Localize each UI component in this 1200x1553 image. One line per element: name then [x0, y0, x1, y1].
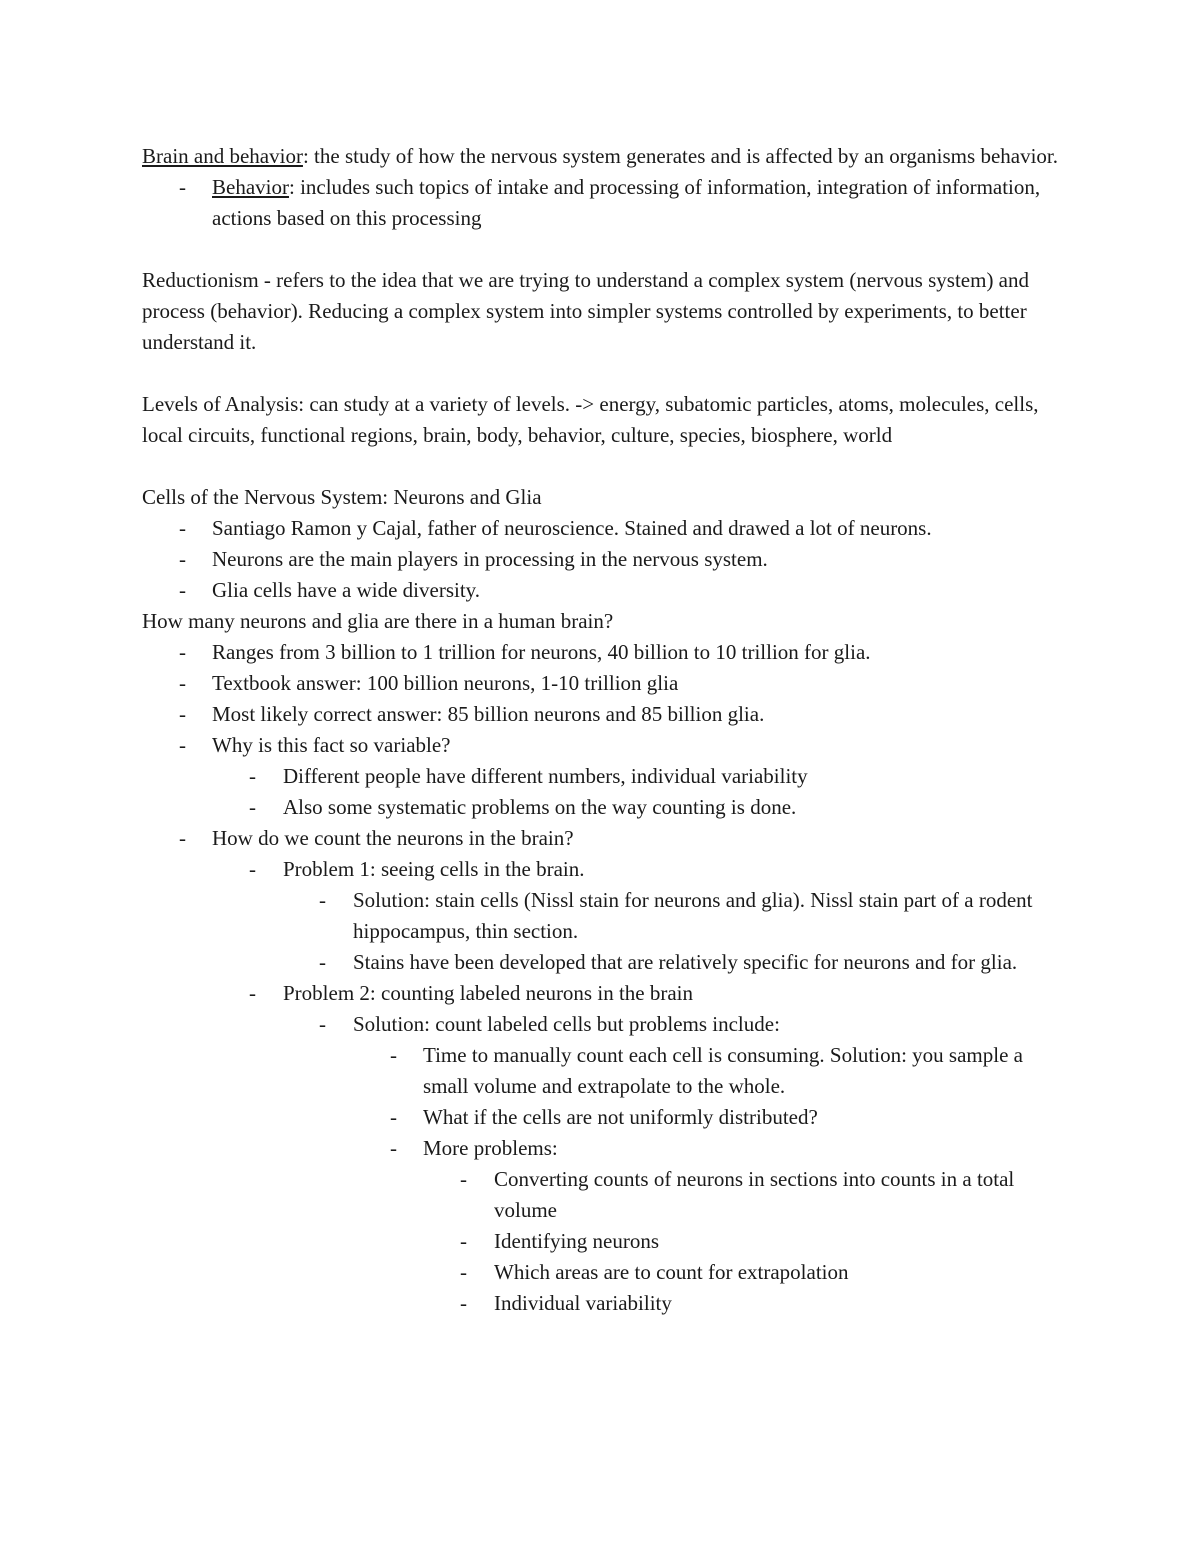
bullet-dash: - — [249, 764, 256, 788]
brain-behavior-definition: : the study of how the nervous system generates and is affected by an organisms behavior. — [302, 144, 1058, 168]
bullet-dash: - — [179, 733, 186, 757]
list-item-text: Which areas are to count for extrapolation — [494, 1260, 849, 1284]
bullet-dash: - — [390, 1136, 397, 1160]
bullet-dash: - — [179, 175, 186, 199]
list-item — [142, 699, 1062, 730]
cells-heading: Cells of the Nervous System: Neurons and Glia — [142, 485, 542, 509]
bullet-dash: - — [179, 702, 186, 726]
bullet-dash: - — [249, 857, 256, 881]
list-item — [142, 1257, 1062, 1288]
list-item — [142, 1009, 1062, 1040]
bullet-dash: - — [249, 795, 256, 819]
list-item-text: Time to manually count each cell is consuming. Solution: you sample a small volume and extrapolate to the whole. — [423, 1043, 1023, 1098]
bullet-dash: - — [179, 516, 186, 540]
spacer — [142, 451, 1062, 482]
bullet-dash: - — [390, 1105, 397, 1129]
list-item — [142, 947, 1062, 978]
list-item — [142, 1226, 1062, 1257]
brain-behavior-paragraph — [142, 141, 1062, 172]
list-item — [142, 637, 1062, 668]
list-item-text: Converting counts of neurons in sections into counts in a total volume — [494, 1167, 1015, 1222]
levels-paragraph: Levels of Analysis: can study at a variety of levels. -> energy, subatomic particles, atoms, molecules, cells, local circuits, functional regions, brain, body, behavior, culture, species, biosphere, world — [142, 392, 1039, 447]
bullet-dash: - — [319, 888, 326, 912]
list-item — [142, 668, 1062, 699]
reductionism-paragraph: Reductionism - refers to the idea that we are trying to understand a complex system (nervous system) and process (behavior). Reducing a complex system into simpler systems controlled by experiments, to better understand it. — [142, 268, 1030, 354]
bullet-dash: - — [460, 1229, 467, 1253]
bullet-dash: - — [179, 826, 186, 850]
list-item — [142, 885, 1062, 947]
list-item — [142, 1164, 1062, 1226]
list-item-text: Why is this fact so variable? — [212, 733, 451, 757]
document-body — [142, 141, 1062, 1319]
list-item-text: Individual variability — [494, 1291, 672, 1315]
list-item — [142, 575, 1062, 606]
list-item-text: Textbook answer: 100 billion neurons, 1-10 trillion glia — [212, 671, 679, 695]
list-item-text: What if the cells are not uniformly distributed? — [423, 1105, 818, 1129]
list-item — [142, 730, 1062, 761]
behavior-bullet — [142, 172, 1062, 234]
list-item — [142, 1288, 1062, 1319]
list-item — [142, 792, 1062, 823]
list-item — [142, 854, 1062, 885]
counts-question: How many neurons and glia are there in a human brain? — [142, 609, 614, 633]
list-item-text: Solution: stain cells (Nissl stain for neurons and glia). Nissl stain part of a rodent hippocampus, thin section. — [353, 888, 1033, 943]
behavior-term: Behavior — [212, 175, 289, 199]
list-item-text: How do we count the neurons in the brain? — [212, 826, 574, 850]
list-item-text: Identifying neurons — [494, 1229, 660, 1253]
bullet-dash: - — [390, 1043, 397, 1067]
list-item-text: Stains have been developed that are relatively specific for neurons and for glia. — [353, 950, 1018, 974]
bullet-dash: - — [319, 950, 326, 974]
list-item-text: Solution: count labeled cells but problems include: — [353, 1012, 780, 1036]
list-item-text: Santiago Ramon y Cajal, father of neuroscience. Stained and drawed a lot of neurons. — [212, 516, 932, 540]
list-item-text: Problem 2: counting labeled neurons in the brain — [283, 981, 693, 1005]
list-item-text: More problems: — [423, 1136, 558, 1160]
list-item — [142, 978, 1062, 1009]
bullet-dash: - — [179, 671, 186, 695]
list-item — [142, 823, 1062, 854]
bullet-dash: - — [460, 1167, 467, 1191]
list-item — [142, 513, 1062, 544]
bullet-dash: - — [179, 547, 186, 571]
bullet-dash: - — [179, 578, 186, 602]
bullet-dash: - — [460, 1260, 467, 1284]
list-item — [142, 1133, 1062, 1164]
bullet-dash: - — [179, 640, 186, 664]
list-item-text: Most likely correct answer: 85 billion neurons and 85 billion glia. — [212, 702, 765, 726]
list-item — [142, 1102, 1062, 1133]
list-item — [142, 1040, 1062, 1102]
list-item-text: Different people have different numbers, individual variability — [283, 764, 808, 788]
bullet-dash: - — [460, 1291, 467, 1315]
list-item — [142, 544, 1062, 575]
list-item-text: Problem 1: seeing cells in the brain. — [283, 857, 585, 881]
list-item-text: Ranges from 3 billion to 1 trillion for neurons, 40 billion to 10 trillion for glia. — [212, 640, 871, 664]
brain-behavior-term: Brain and behavior — [142, 144, 303, 168]
bullet-dash: - — [319, 1012, 326, 1036]
bullet-dash: - — [249, 981, 256, 1005]
behavior-definition: : includes such topics of intake and processing of information, integration of information, actions based on this processing — [212, 175, 1041, 230]
list-item-text: Neurons are the main players in processing in the nervous system. — [212, 547, 768, 571]
spacer — [142, 234, 1062, 265]
spacer — [142, 358, 1062, 389]
list-item-text: Glia cells have a wide diversity. — [212, 578, 481, 602]
list-item-text: Also some systematic problems on the way counting is done. — [283, 795, 797, 819]
list-item — [142, 761, 1062, 792]
